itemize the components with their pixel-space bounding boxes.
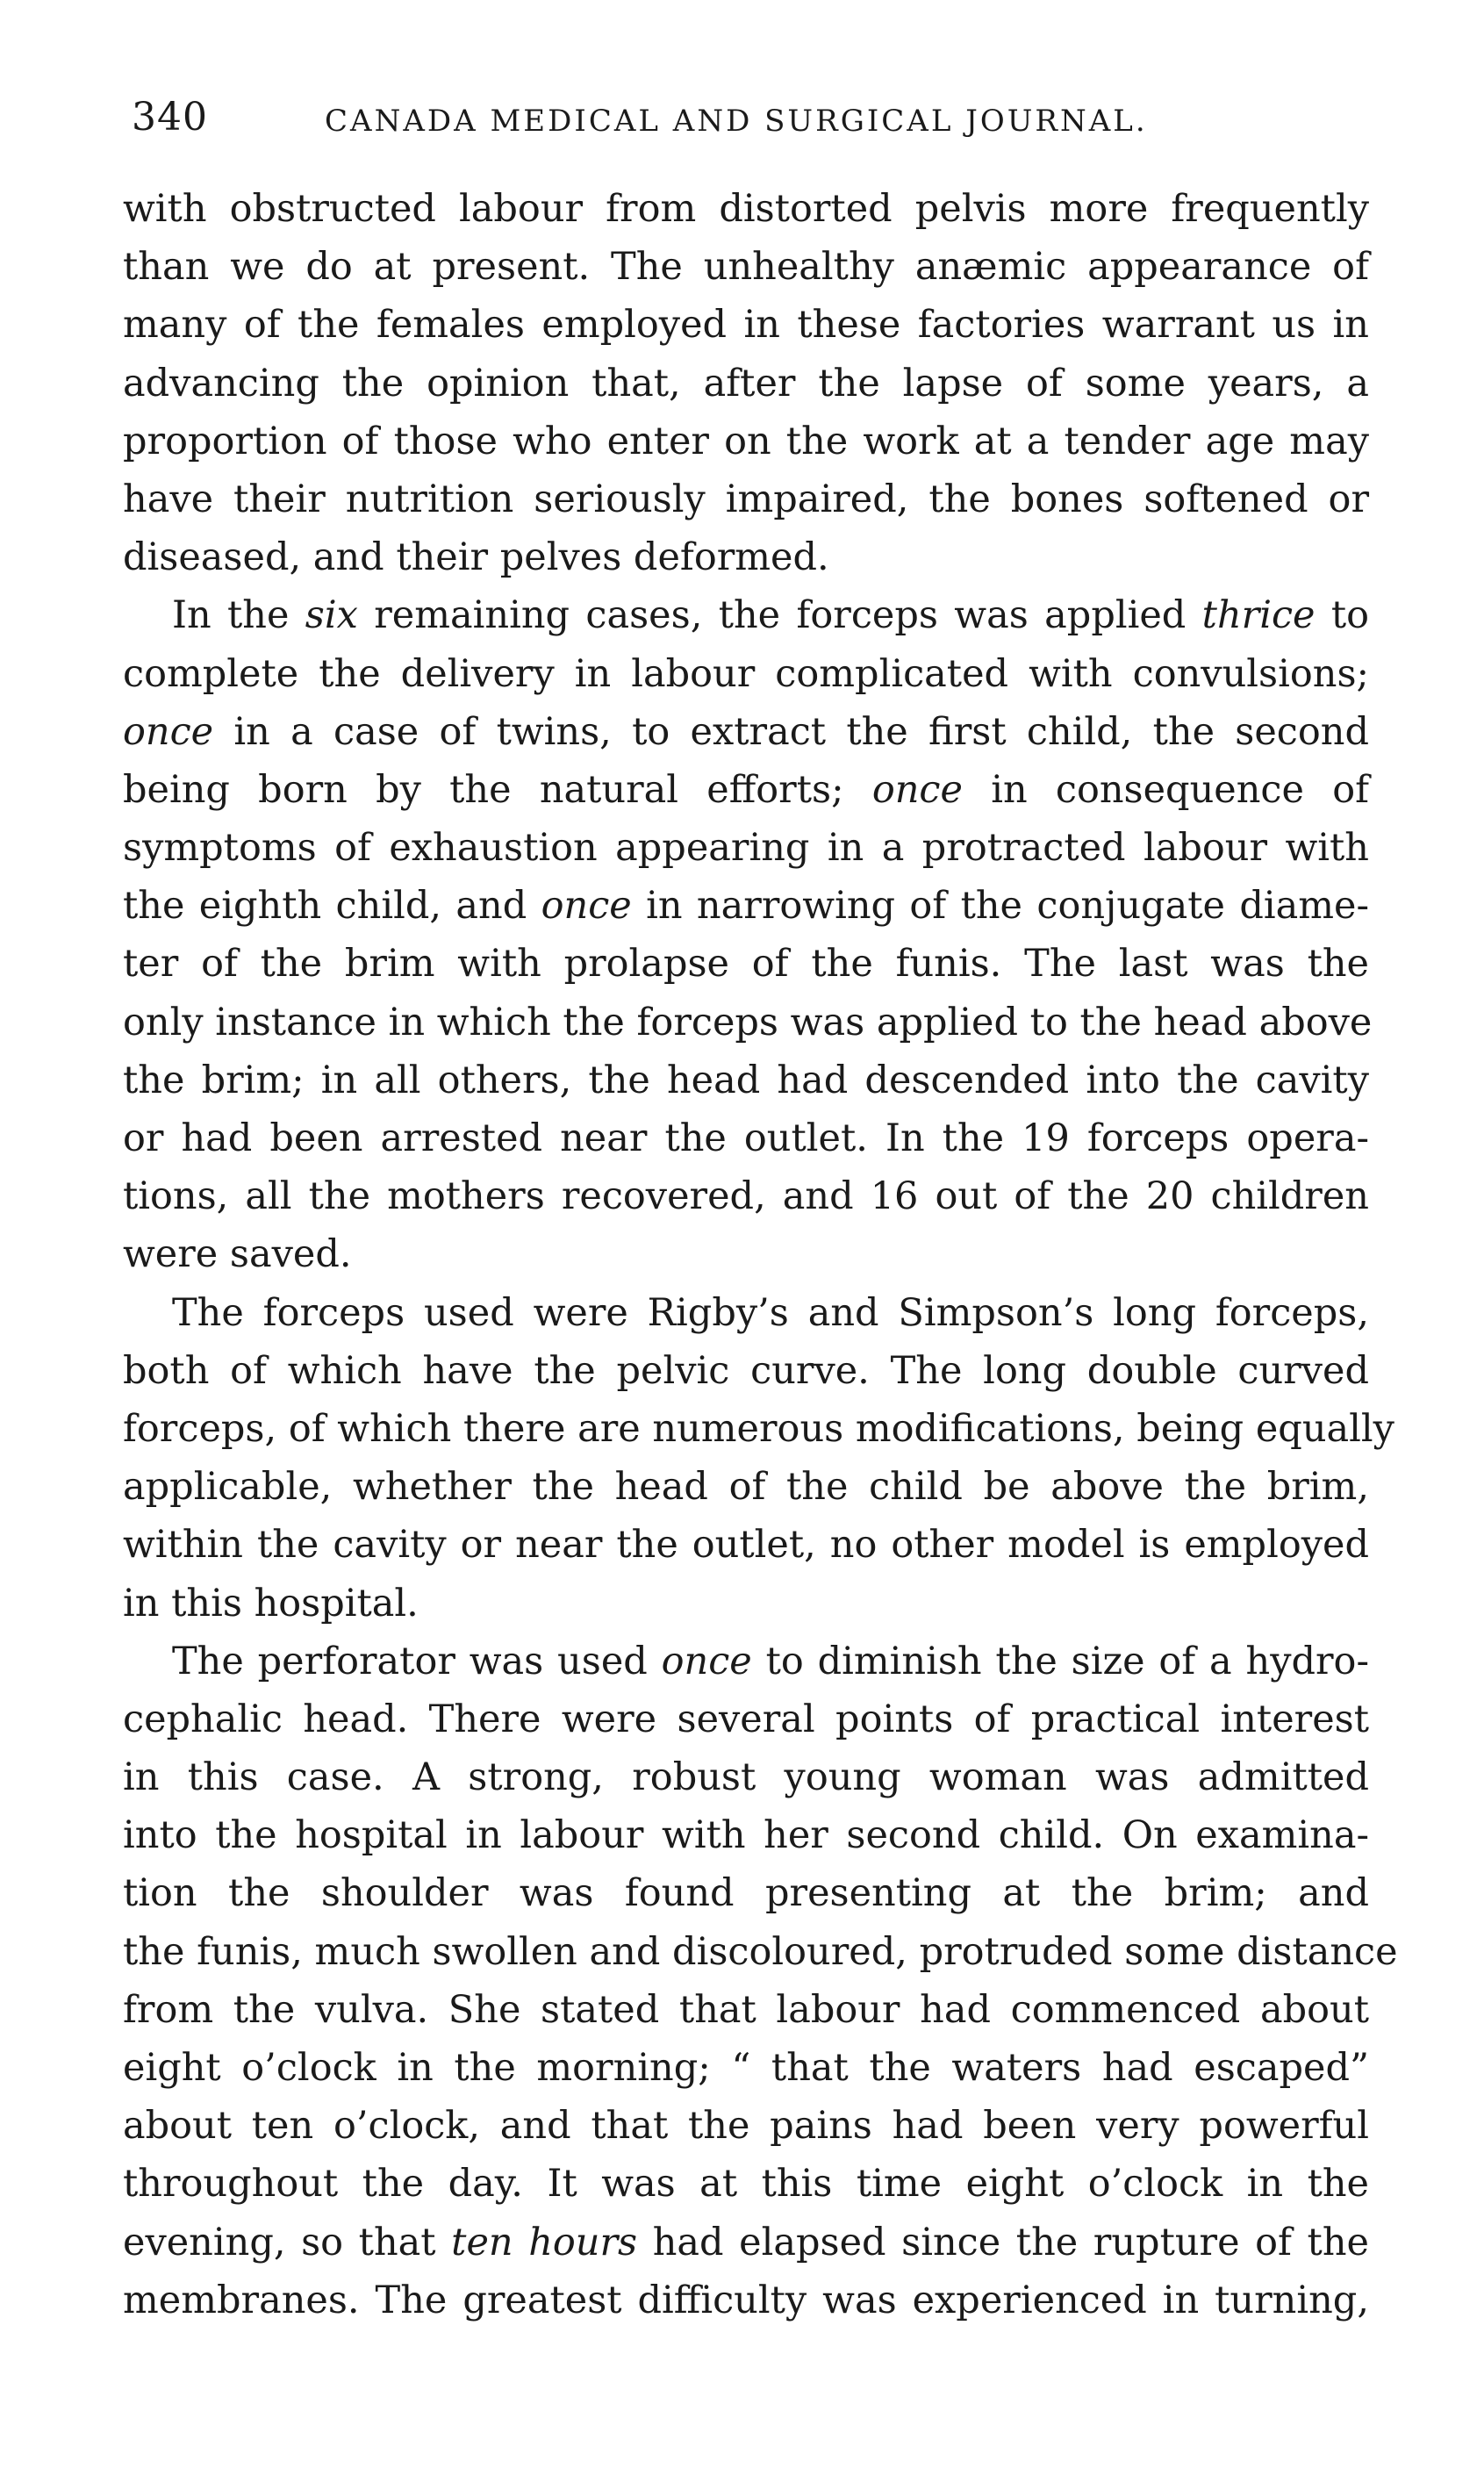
text-line	[123, 703, 1369, 761]
text-line	[123, 1690, 1369, 1748]
text-segment: throughout the day. It was at this time eight o’clock in the	[123, 2162, 1369, 2207]
text-line	[123, 935, 1369, 993]
text-segment: into the hospital in labour with her second child. On examina-	[123, 1813, 1369, 1858]
text-segment: diseased, and their pelves deformed.	[123, 535, 829, 580]
text-segment: complete the delivery in labour complicated with convulsions;	[123, 651, 1369, 696]
text-segment: in a case of twins, to extract the first child, the second	[213, 709, 1369, 754]
text-line	[123, 413, 1369, 470]
text-line	[123, 1864, 1369, 1922]
text-line	[123, 2039, 1369, 2097]
text-line	[123, 355, 1369, 413]
text-segment: cephalic head. There were several points of practical interest	[123, 1697, 1369, 1741]
text-line	[123, 1806, 1369, 1864]
italic-text: once	[871, 767, 963, 812]
text-segment: In the	[172, 593, 305, 638]
text-line	[123, 1633, 1369, 1690]
text-segment: only instance in which the forceps was applied to the head above	[123, 1000, 1373, 1044]
text-segment: from the vulva. She stated that labour had commenced about	[123, 1987, 1369, 2032]
italic-text: once	[661, 1639, 752, 1683]
page-header	[132, 95, 1360, 147]
text-segment: advancing the opinion that, after the lapse of some years, a	[123, 361, 1369, 405]
text-line	[123, 1748, 1369, 1806]
text-segment: the funis, much swollen and discoloured, protruded some distance	[123, 1929, 1398, 1974]
running-title: CANADA MEDICAL AND SURGICAL JOURNAL.	[325, 104, 1148, 139]
text-segment: remaining cases, the forceps was applied	[357, 593, 1202, 638]
text-segment: membranes. The greatest difficulty was experienced in turning,	[123, 2278, 1369, 2322]
text-line	[123, 877, 1369, 935]
text-segment: in narrowing of the conjugate diame-	[631, 884, 1369, 929]
text-segment: applicable, whether the head of the child be above the brim,	[123, 1465, 1369, 1510]
body-text	[123, 180, 1398, 2329]
text-segment: the eighth child, and	[123, 884, 541, 929]
text-line	[123, 2097, 1369, 2155]
text-line	[123, 1225, 1369, 1283]
text-segment: than we do at present. The unhealthy anæmic appearance of	[123, 245, 1369, 290]
text-line	[123, 2155, 1369, 2213]
text-line	[123, 2214, 1369, 2271]
text-segment: eight o’clock in the morning; “ that the waters had escaped”	[123, 2046, 1369, 2090]
text-segment: The forceps used were Rigby’s and Simpson’s long forceps,	[172, 1290, 1369, 1335]
italic-text: once	[541, 884, 632, 929]
text-line	[123, 1458, 1369, 1516]
text-line	[123, 296, 1369, 354]
text-line	[123, 819, 1369, 877]
text-segment: in this hospital.	[123, 1581, 419, 1626]
text-line	[123, 1981, 1369, 2039]
text-segment: tion the shoulder was found presenting at the brim; and	[123, 1871, 1369, 1916]
text-line	[123, 1923, 1398, 1981]
text-segment: tions, all the mothers recovered, and 16 out of the 20 children	[123, 1174, 1369, 1219]
text-segment: about ten o’clock, and that the pains had been very powerful	[123, 2104, 1369, 2149]
italic-text: thrice	[1201, 593, 1316, 638]
text-line	[123, 1575, 1369, 1633]
text-segment: or had been arrested near the outlet. In the 19 forceps opera-	[123, 1116, 1369, 1160]
text-segment: in consequence of	[962, 767, 1369, 812]
text-segment: were saved.	[123, 1232, 352, 1277]
text-line	[123, 238, 1369, 296]
text-segment: in this case. A strong, robust young woman was admitted	[123, 1755, 1369, 1800]
text-line	[123, 1400, 1394, 1458]
text-line	[123, 1109, 1369, 1167]
italic-text: ten hours	[451, 2220, 638, 2264]
text-line	[123, 528, 1369, 586]
text-segment: proportion of those who enter on the work at a tender age may	[123, 419, 1369, 463]
text-segment: many of the females employed in these factories warrant us in	[123, 303, 1369, 348]
text-segment: the brim; in all others, the head had descended into the cavity	[123, 1058, 1369, 1102]
text-line	[123, 761, 1369, 819]
text-segment: with obstructed labour from distorted pelvis more frequently	[123, 187, 1369, 231]
text-line	[123, 994, 1373, 1051]
text-segment: being born by the natural efforts;	[123, 767, 872, 812]
page-number: 340	[132, 95, 208, 140]
text-segment: symptoms of exhaustion appearing in a protracted labour with	[123, 826, 1369, 871]
text-segment: have their nutrition seriously impaired, the bones softened or	[123, 477, 1369, 521]
text-segment: within the cavity or near the outlet, no other model is employed	[123, 1523, 1369, 1568]
text-line	[123, 645, 1369, 703]
italic-text: once	[123, 709, 214, 754]
text-segment: to diminish the size of a hydro-	[751, 1639, 1369, 1683]
text-line	[123, 1342, 1369, 1400]
italic-text: six	[305, 593, 358, 638]
text-segment: The perforator was used	[172, 1639, 662, 1683]
text-line	[123, 2271, 1369, 2329]
text-line	[123, 1516, 1369, 1574]
text-line	[123, 1051, 1369, 1109]
text-segment: to	[1315, 593, 1369, 638]
text-segment: had elapsed since the rupture of the	[637, 2220, 1369, 2264]
text-segment: evening, so that	[123, 2220, 452, 2264]
text-segment: forceps, of which there are numerous modifications, being equally	[123, 1406, 1394, 1451]
text-line	[123, 1284, 1369, 1342]
text-segment: ter of the brim with prolapse of the funis. The last was the	[123, 942, 1369, 987]
text-line	[123, 1167, 1369, 1225]
text-line	[123, 470, 1369, 528]
text-line	[123, 586, 1369, 644]
text-line	[123, 180, 1369, 238]
text-segment: both of which have the pelvic curve. The long double curved	[123, 1348, 1369, 1393]
